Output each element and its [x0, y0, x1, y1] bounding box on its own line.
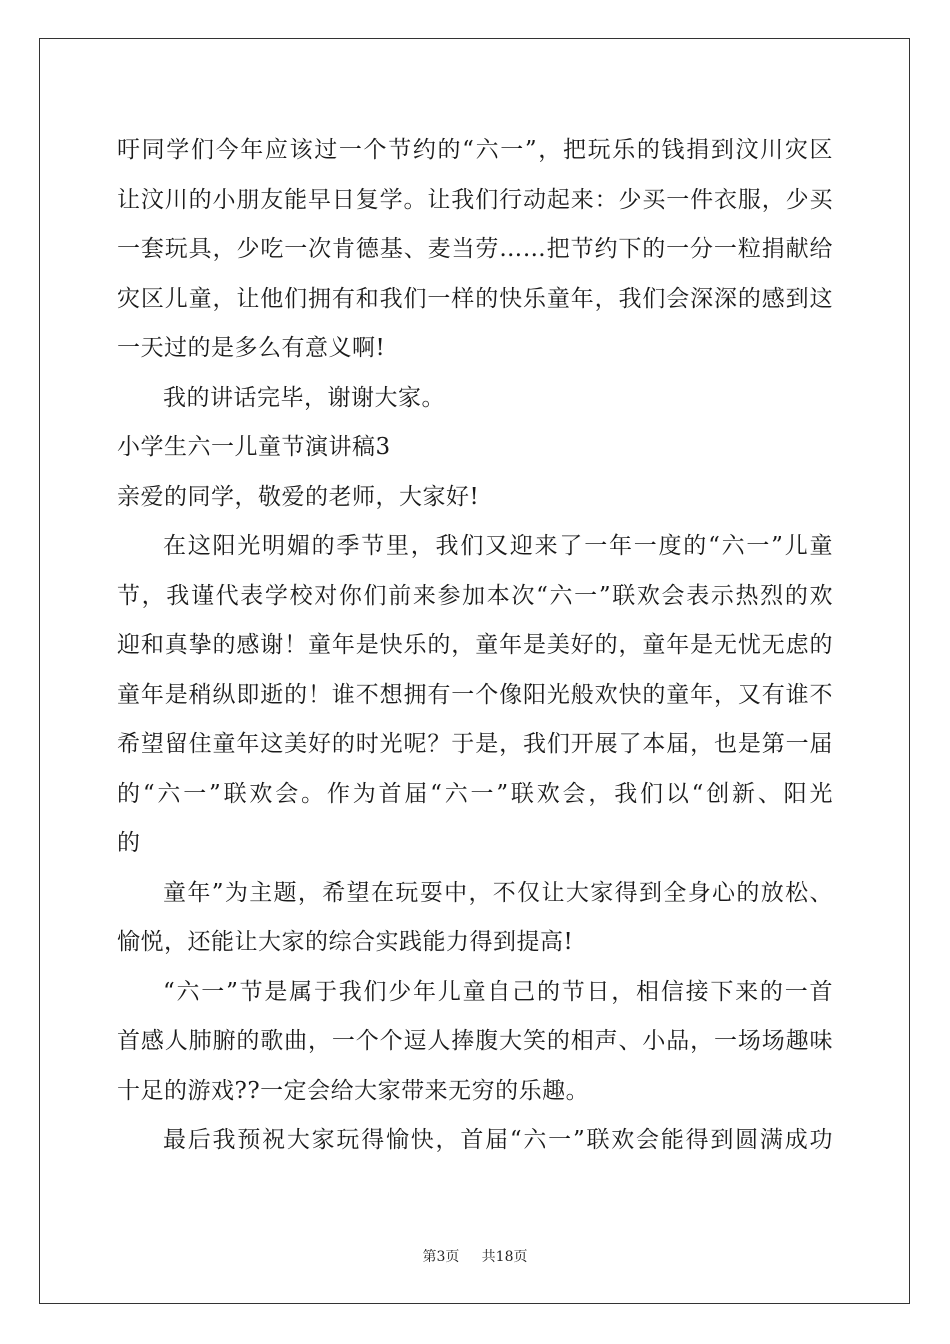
paragraph-line: 我的讲话完毕，谢谢大家。	[163, 384, 445, 411]
paragraph-line: “六一”节是属于我们少年儿童自己的节日，相信接下来的一首	[163, 978, 833, 1005]
paragraph-line: 迎和真挚的感谢！童年是快乐的，童年是美好的，童年是无忧无虑的	[117, 632, 833, 658]
paragraph-line: 让汶川的小朋友能早日复学。让我们行动起来：少买一件衣服，少买	[117, 186, 833, 213]
page-number: 第3页	[422, 1249, 460, 1265]
paragraph-line: 灾区儿童，让他们拥有和我们一样的快乐童年，我们会深深的感到这	[117, 285, 833, 312]
paragraph-line: 首感人肺腑的歌曲，一个个逗人捧腹大笑的相声、小品，一场场趣味	[117, 1028, 833, 1054]
paragraph-line: 一天过的是多么有意义啊!	[117, 335, 386, 361]
paragraph-line: 童年”为主题，希望在玩耍中，不仅让大家得到全身心的放松、	[163, 879, 833, 906]
paragraph-line: 的“六一”联欢会。作为首届“六一”联欢会，我们以“创新、阳光	[117, 780, 833, 807]
paragraph-line: 童年是稍纵即逝的！谁不想拥有一个像阳光般欢快的童年，又有谁不	[117, 681, 833, 708]
paragraph-line: 希望留住童年这美好的时光呢？于是，我们开展了本届，也是第一届	[117, 731, 833, 757]
paragraph-line: 愉悦，还能让大家的综合实践能力得到提高!	[117, 929, 574, 955]
paragraph-line: 十足的游戏??一定会给大家带来无穷的乐趣。	[117, 1077, 590, 1104]
paragraph-line: 一套玩具，少吃一次肯德基、麦当劳……把节约下的一分一粒捐献给	[117, 236, 833, 262]
paragraph-line: 节，我谨代表学校对你们前来参加本次“六一”联欢会表示热烈的欢	[117, 582, 833, 609]
paragraph-line: 吁同学们今年应该过一个节约的“六一”，把玩乐的钱捐到汶川灾区	[117, 137, 833, 163]
section-heading: 小学生六一儿童节演讲稿3	[117, 434, 391, 460]
paragraph-line: 最后我预祝大家玩得愉快，首届“六一”联欢会能得到圆满成功	[163, 1127, 833, 1153]
page-footer	[0, 1246, 950, 1266]
salutation: 亲爱的同学，敬爱的老师，大家好!	[117, 483, 480, 510]
document-body	[117, 126, 833, 1166]
paragraph-line: 的	[117, 830, 141, 856]
total-pages: 共18页	[481, 1249, 528, 1265]
paragraph-line: 在这阳光明媚的季节里，我们又迎来了一年一度的“六一”儿童	[163, 533, 833, 559]
